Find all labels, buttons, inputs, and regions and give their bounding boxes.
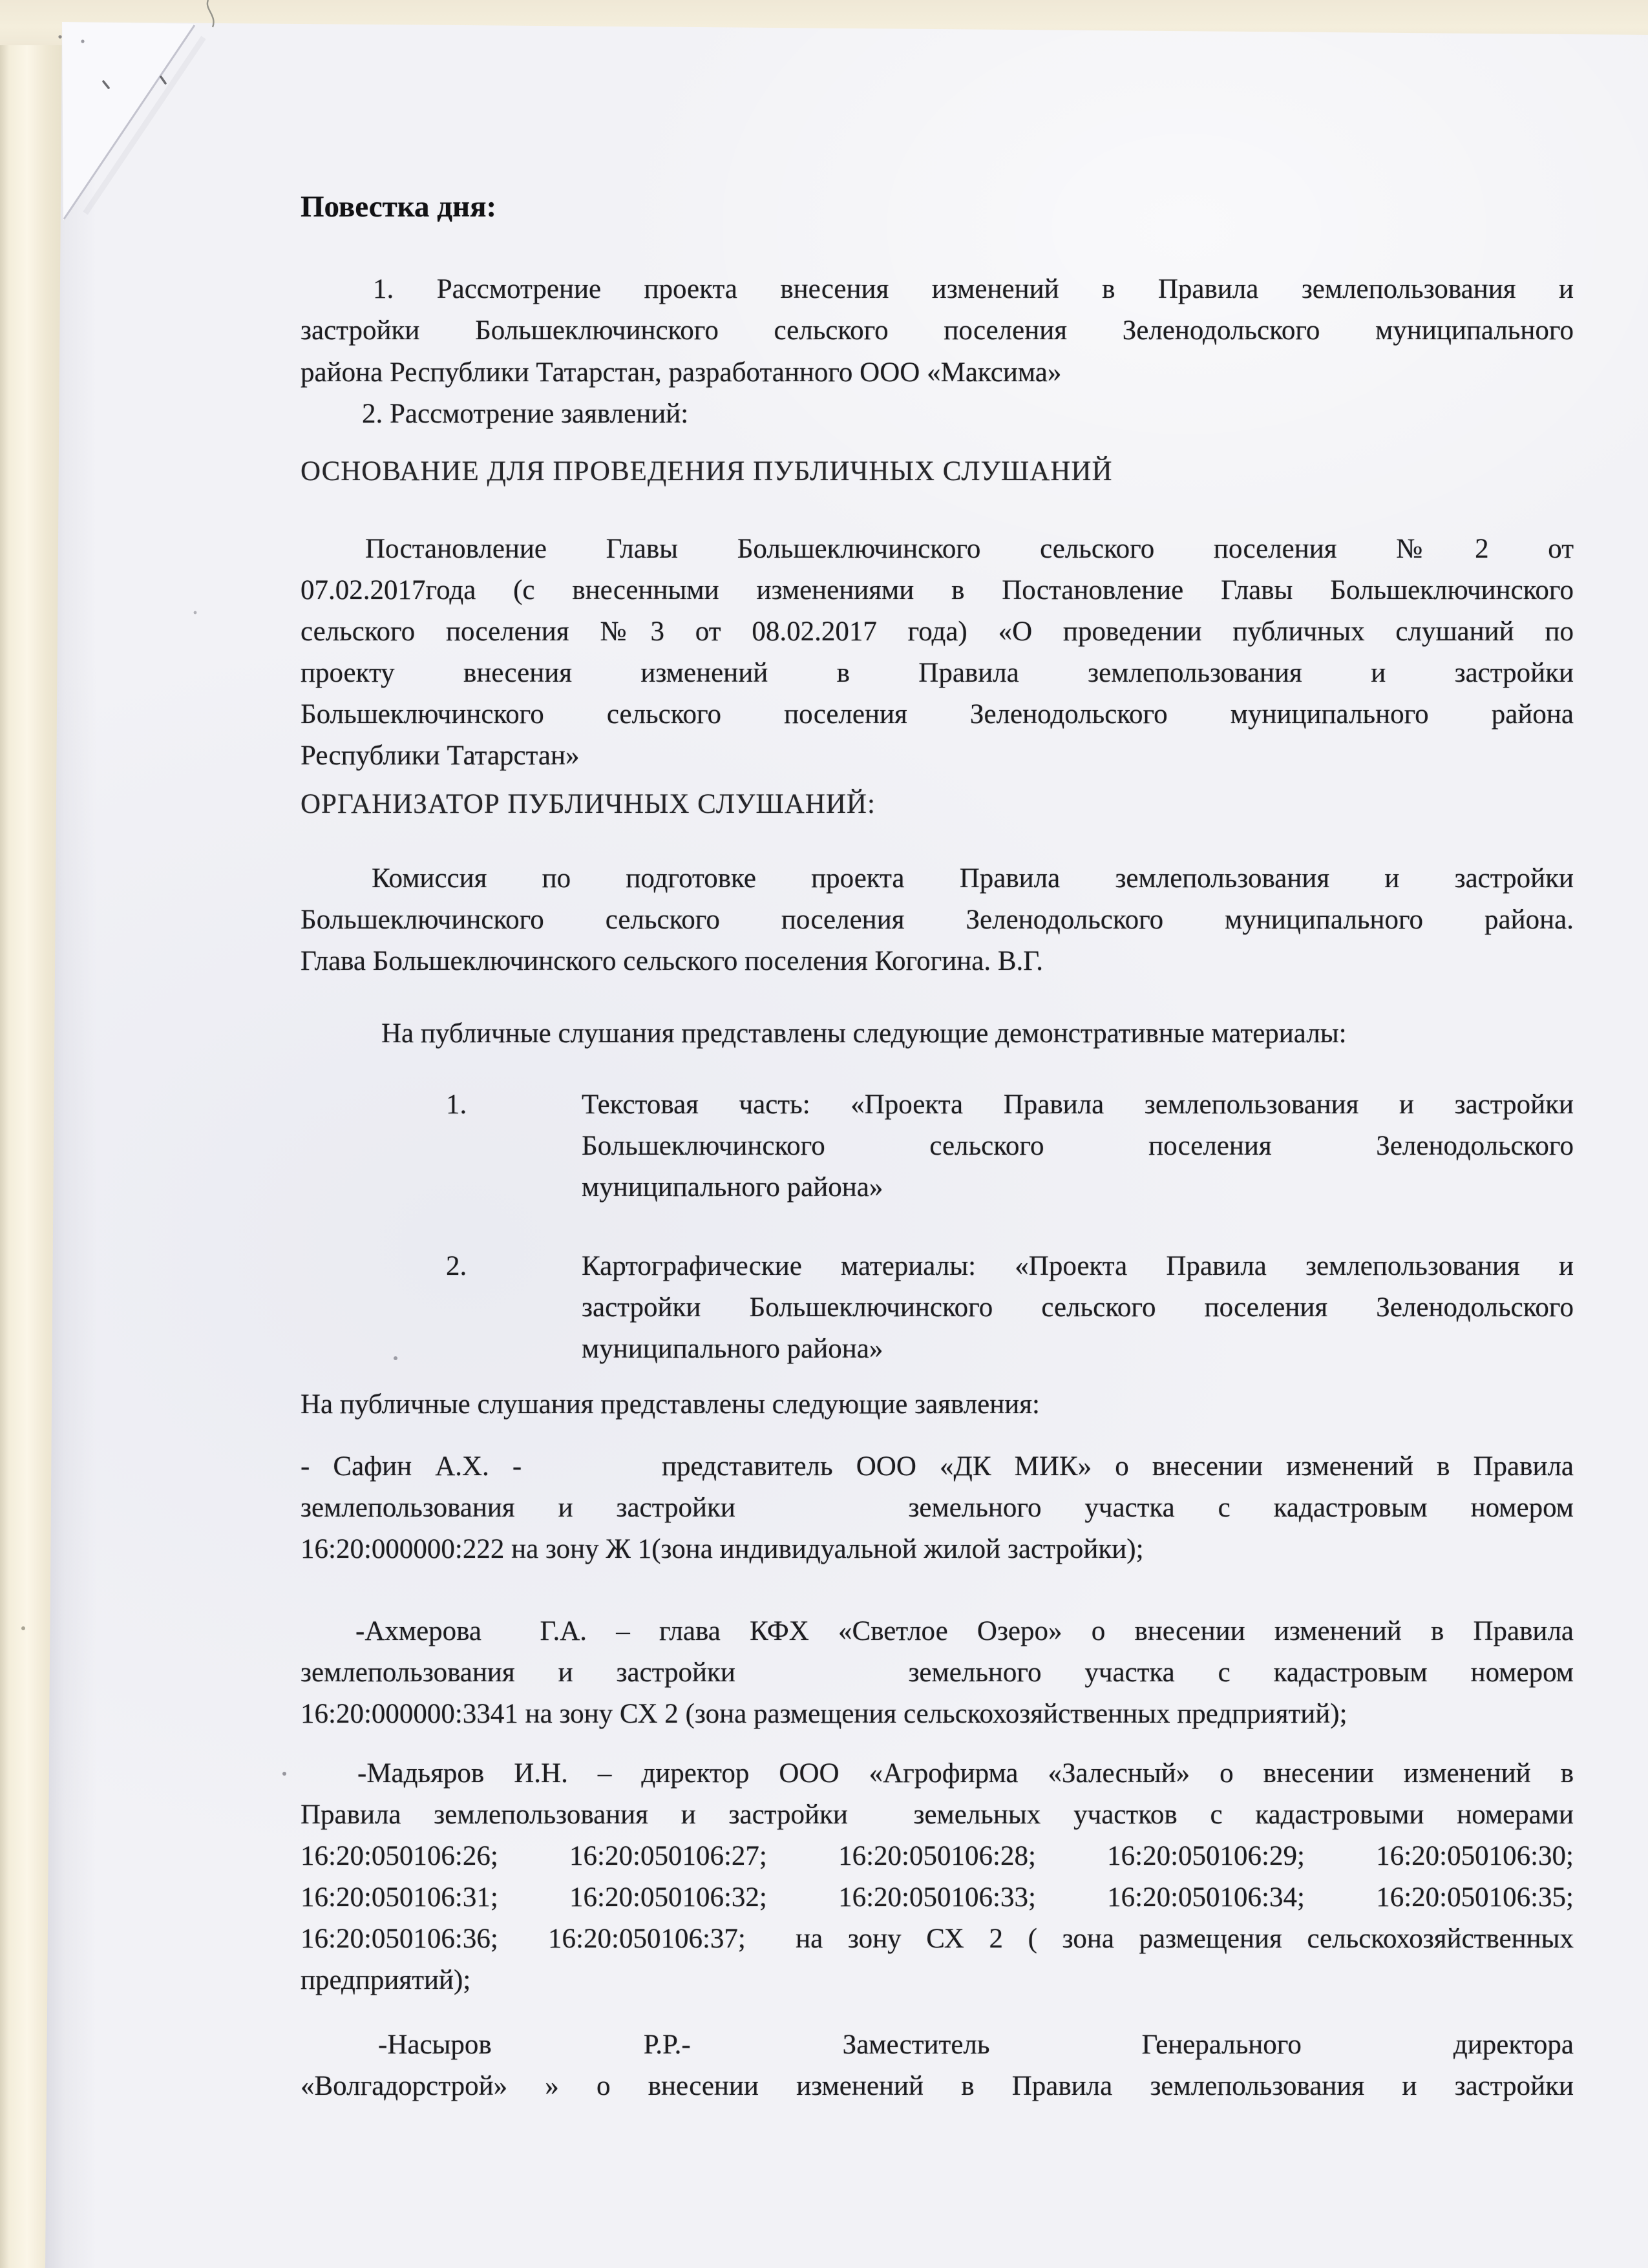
statement-madyarov-line: 16:20:050106:36; 16:20:050106:37; на зону СХ 2 ( зона размещения сельскохозяйственных xyxy=(301,1924,1574,1954)
agenda-item-1-line: района Республики Татарстан, разработанного ООО «Максима» xyxy=(301,357,1062,388)
agenda-item-1-line: застройки Большеключинского сельского поселения Зеленодольского муниципального xyxy=(301,315,1574,346)
material-item-2-line: Картографические материалы: «Проекта Правила землепользования и xyxy=(582,1251,1574,1281)
statement-nasyrov-line: «Волгадорстрой» » о внесении изменений в Правила землепользования и застройки xyxy=(301,2071,1574,2101)
basis-line: Республики Татарстан» xyxy=(301,740,580,771)
organizer-line: Комиссия по подготовке проекта Правила землепользования и застройки xyxy=(372,863,1574,894)
section-heading-basis: ОСНОВАНИЕ ДЛЯ ПРОВЕДЕНИЯ ПУБЛИЧНЫХ СЛУШАНИЙ xyxy=(301,456,1113,487)
material-item-1-line: муниципального района» xyxy=(582,1172,883,1202)
statement-akhmerova-line: 16:20:000000:3341 на зону СХ 2 (зона размещения сельскохозяйственных предприятий); xyxy=(301,1699,1347,1729)
material-item-1-line: Текстовая часть: «Проекта Правила землепользования и застройки xyxy=(582,1089,1574,1120)
material-item-2-line: застройки Большеключинского сельского поселения Зеленодольского xyxy=(582,1292,1574,1323)
statements-intro: На публичные слушания представлены следующие заявления: xyxy=(301,1389,1040,1420)
agenda-item-1-line: 1. Рассмотрение проекта внесения изменений в Правила землепользования и xyxy=(373,274,1574,304)
list-number: 1. xyxy=(446,1089,467,1120)
material-item-1-line: Большеключинского сельского поселения Зеленодольского xyxy=(582,1131,1574,1161)
basis-line: проекту внесения изменений в Правила землепользования и застройки xyxy=(301,658,1574,688)
statement-safin-line: землепользования и застройки земельного участка с кадастровым номером xyxy=(301,1493,1574,1523)
page-title: Повестка дня: xyxy=(301,190,497,224)
basis-line: Большеключинского сельского поселения Зеленодольского муниципального района xyxy=(301,699,1574,730)
basis-line: 07.02.2017года (с внесенными изменениями в Постановление Главы Большеключинского xyxy=(301,575,1574,605)
statement-madyarov-line: предприятий); xyxy=(301,1965,471,1995)
statement-nasyrov-line: -Насыров Р.Р.- Заместитель Генерального директора xyxy=(378,2030,1574,2060)
statement-safin-line: 16:20:000000:222 на зону Ж 1(зона индивидуальной жилой застройки); xyxy=(301,1534,1144,1564)
speck xyxy=(21,1626,25,1630)
basis-line: сельского поселения №3 от 08.02.2017 года) «О проведении публичных слушаний по xyxy=(301,616,1574,647)
list-number: 2. xyxy=(446,1251,467,1281)
statement-akhmerova-line: -Ахмерова Г.А. – глава КФХ «Светлое Озеро» о внесении изменений в Правила xyxy=(355,1616,1574,1646)
statement-madyarov-line: 16:20:050106:31; 16:20:050106:32; 16:20:050106:33; 16:20:050106:34; 16:20:050106:35; xyxy=(301,1882,1574,1913)
statement-akhmerova-line: землепользования и застройки земельного участка с кадастровым номером xyxy=(301,1657,1574,1688)
statement-madyarov-line: -Мадьяров И.Н. – директор ООО «Агрофирма «Залесный» о внесении изменений в xyxy=(357,1758,1574,1789)
material-item-2-line: муниципального района» xyxy=(582,1334,883,1364)
section-heading-organizer: ОРГАНИЗАТОР ПУБЛИЧНЫХ СЛУШАНИЙ: xyxy=(301,789,876,819)
statement-madyarov-line: Правила землепользования и застройки земельных участков с кадастровыми номерами xyxy=(301,1800,1574,1830)
organizer-line: Глава Большеключинского сельского поселения Когогина. В.Г. xyxy=(301,946,1044,976)
statement-safin-line: - Сафин А.Х. - представитель ООО «ДК МИК» о внесении изменений в Правила xyxy=(301,1451,1574,1482)
statement-madyarov-line: 16:20:050106:26; 16:20:050106:27; 16:20:050106:28; 16:20:050106:29; 16:20:050106:30; xyxy=(301,1841,1574,1871)
basis-line: Постановление Главы Большеключинского сельского поселения №2 от xyxy=(365,534,1574,564)
organizer-line: Большеключинского сельского поселения Зеленодольского муниципального района. xyxy=(301,905,1574,935)
materials-intro: На публичные слушания представлены следующие демонстративные материалы: xyxy=(381,1018,1347,1049)
agenda-item-2: 2. Рассмотрение заявлений: xyxy=(362,399,689,429)
